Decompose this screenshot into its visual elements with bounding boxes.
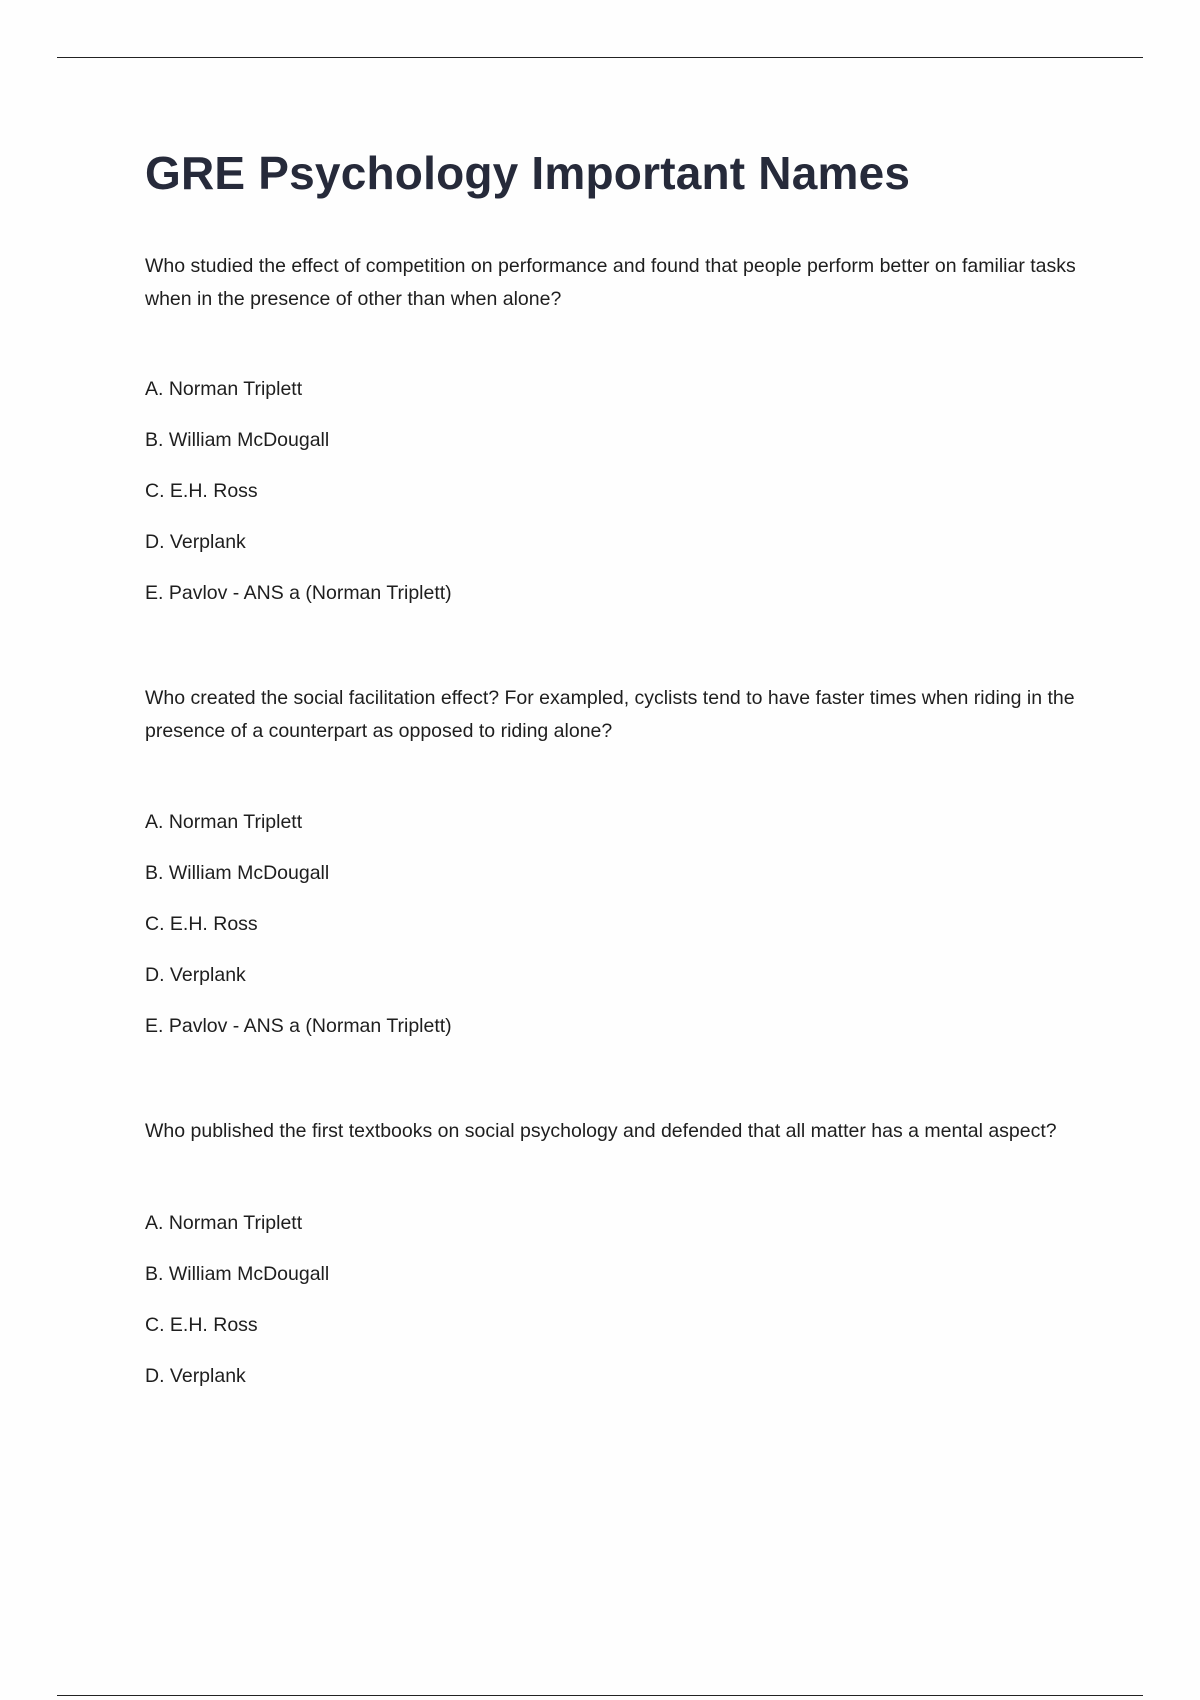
question-3-options <box>145 1210 1105 1389</box>
option-c: C. E.H. Ross <box>145 1313 258 1336</box>
question-3 <box>145 1115 1105 1389</box>
option-c: C. E.H. Ross <box>145 913 258 935</box>
document-title: GRE Psychology Important Names <box>145 147 911 199</box>
question-1 <box>145 250 1105 606</box>
question-3-text: Who published the first textbooks on social psychology and defended that all matter has a mental aspect? <box>145 1120 1057 1142</box>
question-2-text: Who created the social facilitation effect? For exampled, cyclists tend to have faster times when riding in the presence of a counterpart as opposed to riding alone? <box>145 687 1075 742</box>
document-body <box>145 140 1105 1389</box>
option-d: D. Verplank <box>145 964 246 986</box>
top-divider <box>57 57 1143 58</box>
option-a: A. Norman Triplett <box>145 1211 303 1234</box>
question-1-text: Who studied the effect of competition on performance and found that people perform better on familiar tasks when in the presence of other than when alone? <box>145 255 1076 310</box>
option-a: A. Norman Triplett <box>145 378 303 400</box>
option-d: D. Verplank <box>145 531 246 553</box>
option-c: C. E.H. Ross <box>145 480 258 502</box>
option-b: B. William McDougall <box>145 429 330 451</box>
question-2 <box>145 682 1105 1039</box>
option-b: B. William McDougall <box>145 1262 330 1285</box>
bottom-divider <box>57 1695 1143 1696</box>
question-2-options <box>145 809 1105 1039</box>
option-b: B. William McDougall <box>145 862 330 884</box>
question-1-options <box>145 376 1105 606</box>
option-e-answer: E. Pavlov - ANS a (Norman Triplett) <box>145 1015 452 1037</box>
option-d: D. Verplank <box>145 1364 246 1387</box>
option-a: A. Norman Triplett <box>145 811 303 833</box>
option-e-answer: E. Pavlov - ANS a (Norman Triplett) <box>145 582 452 604</box>
